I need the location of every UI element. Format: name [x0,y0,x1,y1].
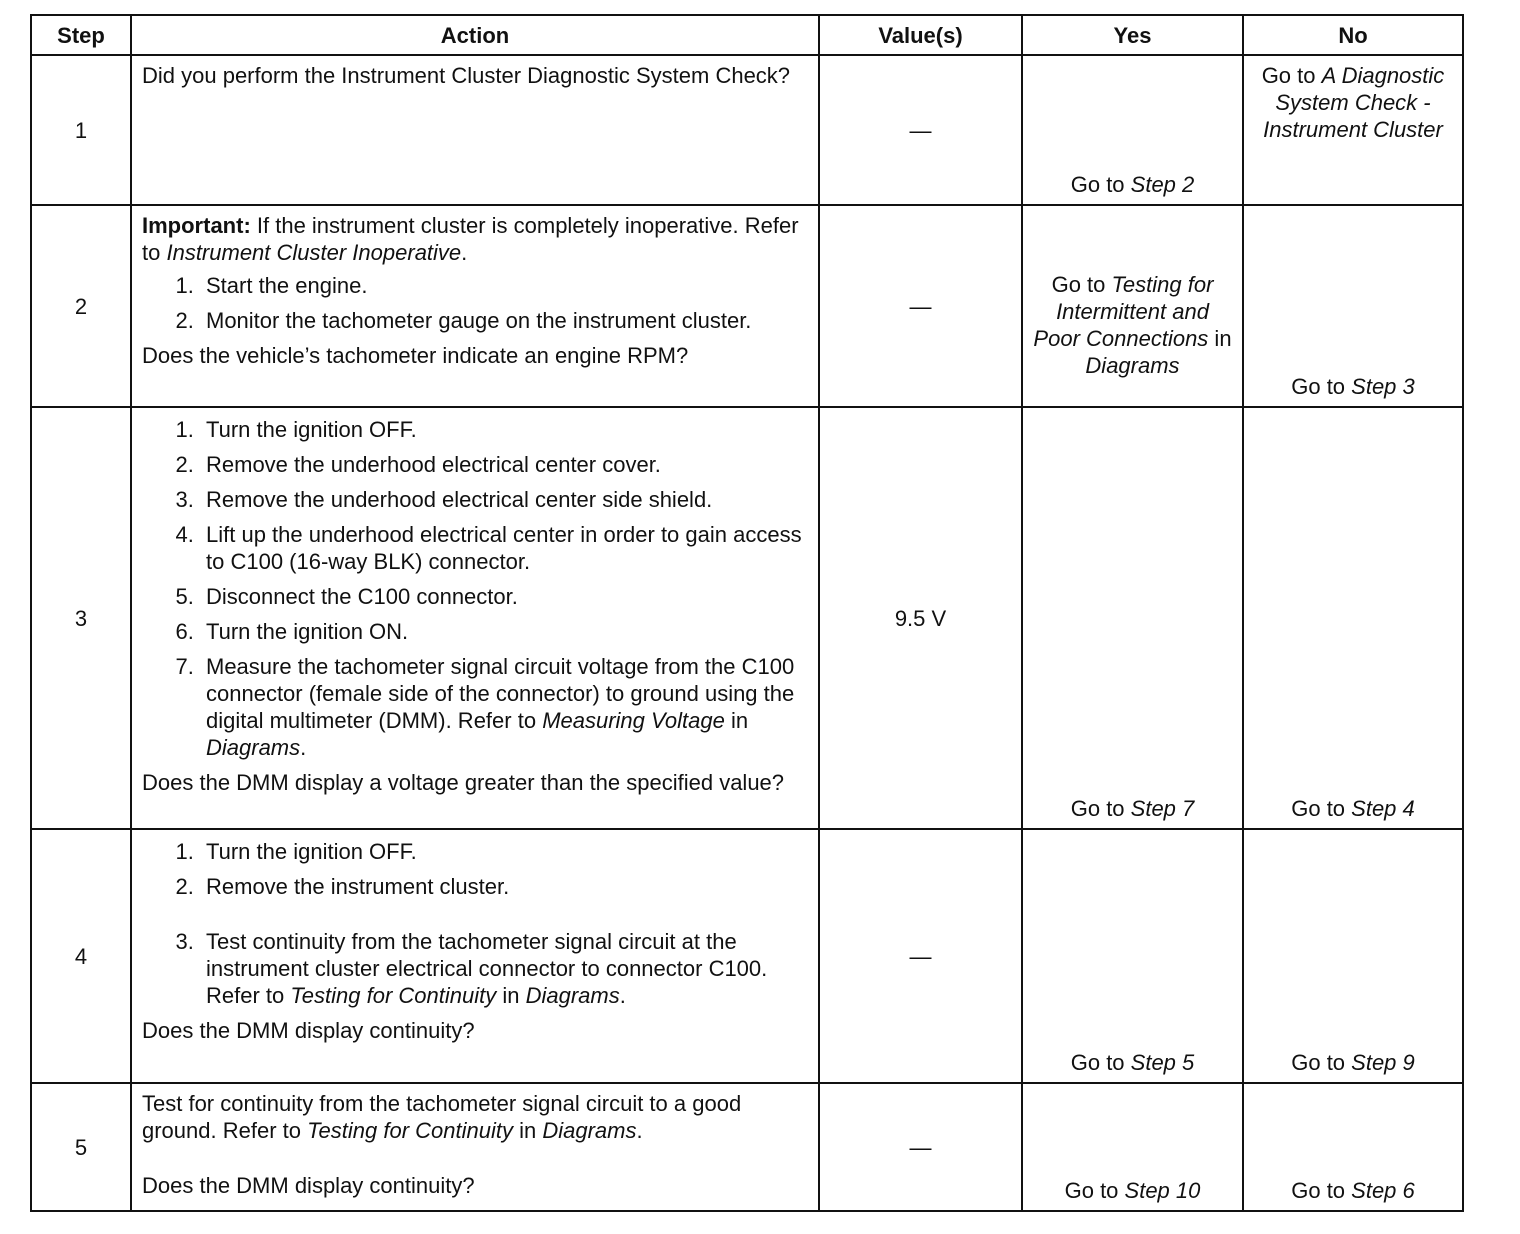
value-cell: 9.5 V [819,407,1022,829]
value-cell: — [819,1083,1022,1211]
procedure-step: 2. Remove the underhood electrical center cover. [200,451,810,478]
action-question: Does the DMM display a voltage greater than the specified value? [142,770,785,795]
table-row [31,55,1463,205]
no-link[interactable]: A Diagnostic System Check - Instrument Cluster [1263,63,1445,142]
yes-link[interactable]: Step 2 [1130,172,1195,197]
table-header-row [31,15,1463,55]
yes-prefix: Go to [1051,272,1112,297]
action-text [142,1090,810,1144]
step7-mid: in [724,708,749,733]
yes-cell [1022,407,1243,829]
procedure-list [142,272,810,334]
table-row [31,407,1463,829]
yes-cell [1022,1083,1243,1211]
no-cell [1243,407,1463,829]
action-question: Does the DMM display continuity? [142,1173,475,1198]
no-prefix: Go to [1291,1178,1352,1203]
spacer [142,1144,810,1172]
procedure-step: 5. Disconnect the C100 connector. [200,583,810,610]
no-link[interactable]: Step 6 [1351,1178,1415,1203]
action-mid: in [512,1118,543,1143]
procedure-list [142,838,810,1009]
step-number: 2 [31,205,131,407]
action-end: . [636,1118,643,1143]
action-text-body: Test for continuity from the tachometer signal circuit to a good ground. Refer to [142,1091,742,1143]
important-note [142,212,810,266]
no-prefix: Go to [1291,1050,1352,1075]
no-link[interactable]: Step 4 [1351,796,1415,821]
step3-link[interactable]: Testing for Continuity [290,983,497,1008]
yes-link[interactable]: Step 7 [1130,796,1195,821]
step3-link-diagrams[interactable]: Diagrams [525,983,620,1008]
yes-prefix: Go to [1070,172,1131,197]
step3-text: Test continuity from the tachometer signal circuit at the instrument cluster electrical connector to connector C100. Refer to [206,929,768,1008]
table-row [31,1083,1463,1211]
procedure-step: 1. Turn the ignition OFF. [200,416,810,443]
no-cell [1243,55,1463,205]
value-cell: — [819,205,1022,407]
yes-link[interactable]: Step 5 [1130,1050,1195,1075]
step7-end: . [300,735,307,760]
procedure-step: 1. Start the engine. [200,272,810,299]
step-number: 1 [31,55,131,205]
important-end: . [461,240,468,265]
action-cell [131,55,819,205]
procedure-step [200,928,810,1009]
diagnostic-table [30,14,1464,1212]
table-row [31,829,1463,1083]
no-cell [1243,1083,1463,1211]
value-cell: — [819,829,1022,1083]
no-prefix: Go to [1291,374,1352,399]
step-number: 4 [31,829,131,1083]
procedure-list [142,416,810,761]
step7-text: Measure the tachometer signal circuit voltage from the C100 connector (female side of the connector) to ground using the digital multimeter (DMM). Refer to [206,654,795,733]
no-prefix: Go to [1291,796,1352,821]
no-cell [1243,205,1463,407]
header-yes: Yes [1022,15,1243,55]
header-action: Action [131,15,819,55]
header-no: No [1243,15,1463,55]
yes-cell [1022,829,1243,1083]
action-question: Does the DMM display continuity? [142,1018,475,1043]
yes-prefix: Go to [1070,1050,1131,1075]
yes-prefix: Go to [1064,1178,1125,1203]
procedure-step [200,653,810,761]
action-link[interactable]: Testing for Continuity [307,1118,513,1143]
header-step: Step [31,15,131,55]
value-cell: — [819,55,1022,205]
yes-link[interactable]: Step 10 [1124,1178,1201,1203]
no-prefix: Go to [1261,63,1322,88]
step-number: 5 [31,1083,131,1211]
action-question: Did you perform the Instrument Cluster Diagnostic System Check? [142,63,791,88]
important-link[interactable]: Instrument Cluster Inoperative [166,240,462,265]
no-link[interactable]: Step 9 [1351,1050,1415,1075]
no-cell [1243,829,1463,1083]
procedure-step: 4. Lift up the underhood electrical center in order to gain access to C100 (16-way BLK) connector. [200,521,810,575]
header-values: Value(s) [819,15,1022,55]
action-question: Does the vehicle’s tachometer indicate an engine RPM? [142,343,689,368]
important-label: Important: [142,213,251,238]
yes-mid: in [1208,326,1232,351]
action-cell [131,1083,819,1211]
yes-link-diagrams[interactable]: Diagrams [1085,353,1180,378]
action-cell [131,407,819,829]
no-link[interactable]: Step 3 [1351,374,1415,399]
step7-link[interactable]: Measuring Voltage [542,708,725,733]
action-cell [131,205,819,407]
yes-cell [1022,55,1243,205]
procedure-step: 3. Remove the underhood electrical center side shield. [200,486,810,513]
action-cell [131,829,819,1083]
procedure-step: 1. Turn the ignition OFF. [200,838,810,865]
yes-cell [1022,205,1243,407]
table-row [31,205,1463,407]
procedure-step: 6. Turn the ignition ON. [200,618,810,645]
important-text: If the instrument cluster is completely inoperative. Refer to [142,213,799,265]
procedure-step: 2. Remove the instrument cluster. [200,873,810,900]
step3-end: . [619,983,626,1008]
yes-prefix: Go to [1070,796,1131,821]
step3-mid: in [496,983,526,1008]
step-number: 3 [31,407,131,829]
action-link-diagrams[interactable]: Diagrams [542,1118,637,1143]
yes-link[interactable]: Testing for Intermittent and Poor Connections [1033,272,1214,351]
step7-link-diagrams[interactable]: Diagrams [206,735,301,760]
procedure-step: 2. Monitor the tachometer gauge on the instrument cluster. [200,307,810,334]
